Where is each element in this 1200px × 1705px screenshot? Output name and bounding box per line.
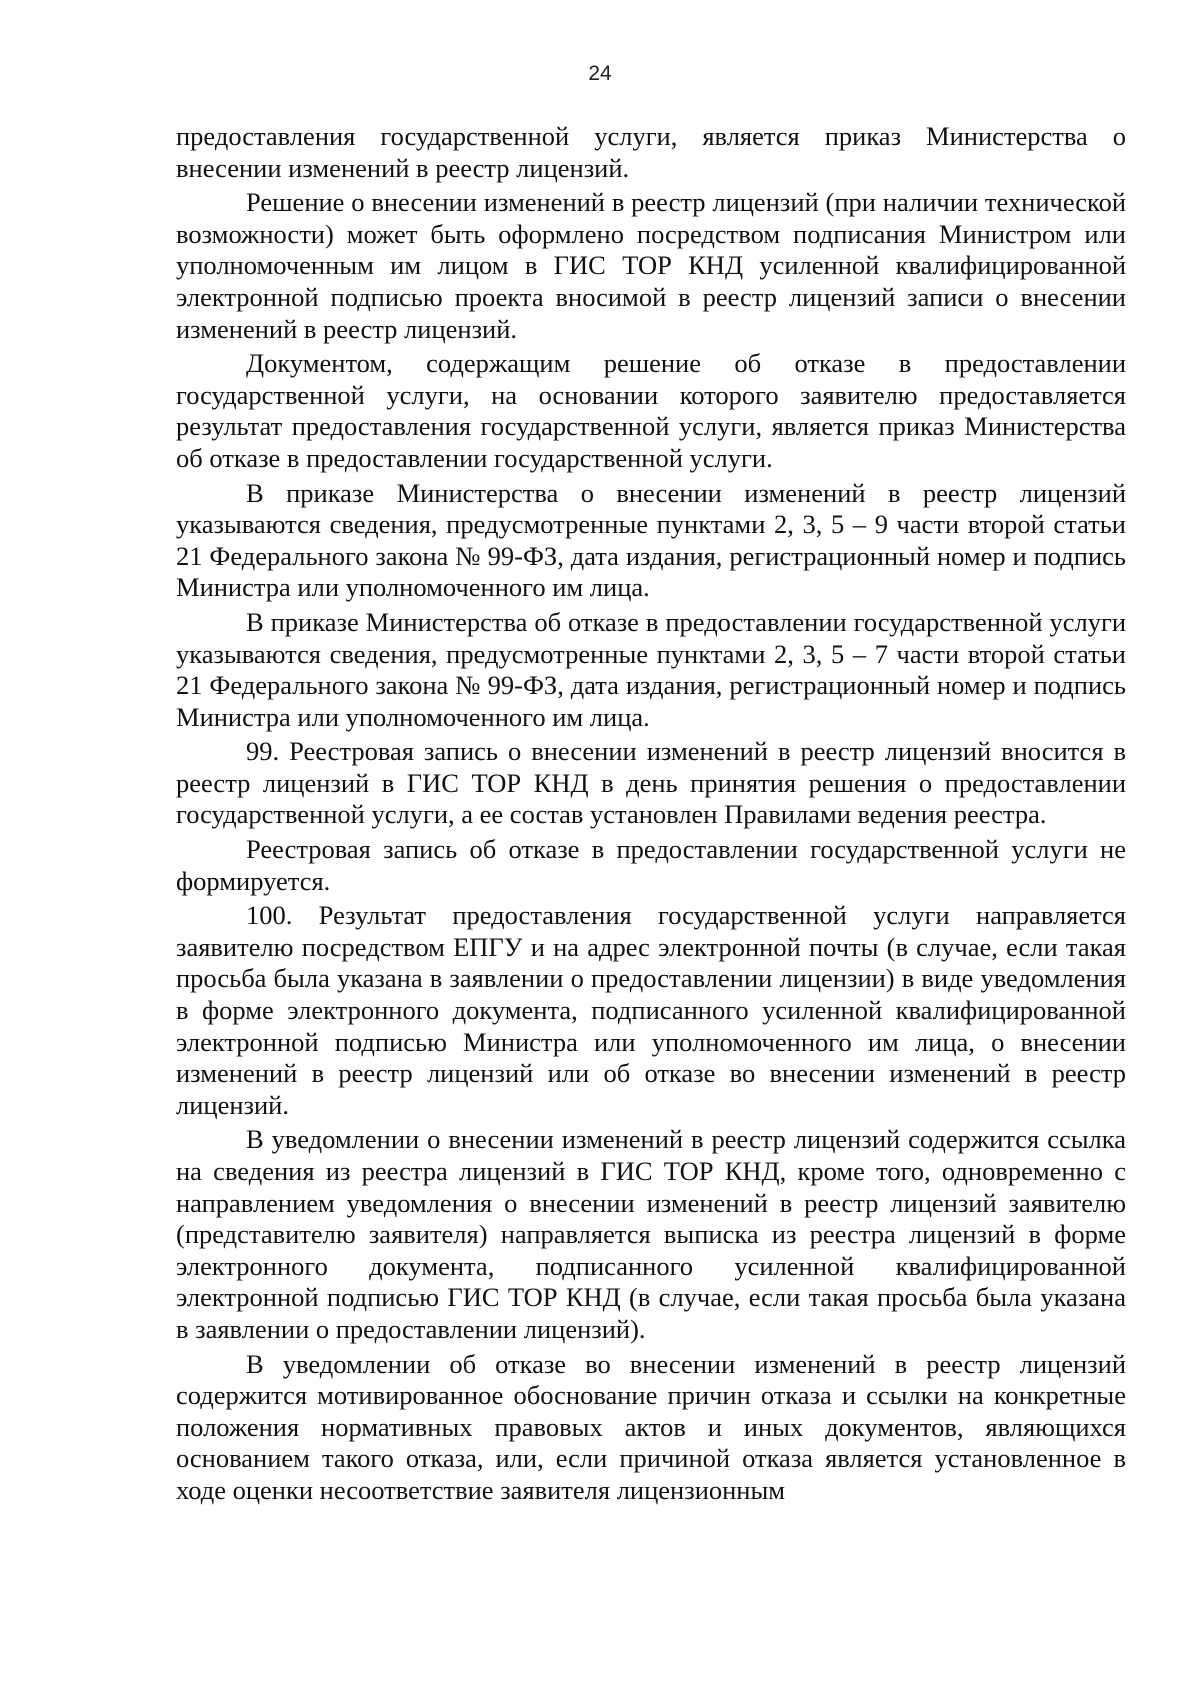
document-body bbox=[176, 121, 1126, 1507]
paragraph-decision-signing: Решение о внесении изменений в реестр лицензий (при наличии технической возможности) может быть оформлено посредством подписания Министром или уполномоченным им лицом в ГИС ТОР КНД усиленной квалифицированной электронной подписью проекта вносимой в реестр лицензий записи о внесении изменений в реестр лицензий. bbox=[176, 187, 1126, 344]
paragraph-refusal-record: Реестровая запись об отказе в предоставлении государственной услуги не формируется. bbox=[176, 834, 1126, 896]
paragraph-notification-refusal: В уведомлении об отказе во внесении изменений в реестр лицензий содержится мотивированное обоснование причин отказа и ссылки на конкретные положения нормативных правовых актов и иных документов, являющихся основанием такого отказа, или, если причиной отказа является установленное в ходе оценки несоответствие заявителя лицензионным bbox=[176, 1348, 1126, 1505]
paragraph-item-100: 100. Результат предоставления государственной услуги направляется заявителю посредством ЕПГУ и на адрес электронной почты (в случае, если такая просьба была указана в заявлении о предоставлении лицензии) в виде уведомления в форме электронного документа, подписанного усиленной квалифицированной электронной подписью Министра или уполномоченного им лица, о внесении изменений в реестр лицензий или об отказе во внесении изменений в реестр лицензий. bbox=[176, 900, 1126, 1120]
paragraph-notification-changes: В уведомлении о внесении изменений в реестр лицензий содержится ссылка на сведения из реестра лицензий в ГИС ТОР КНД, кроме того, одновременно с направлением уведомления о внесении изменений в реестр лицензий заявителю (представителю заявителя) направляется выписка из реестра лицензий в форме электронного документа, подписанного усиленной квалифицированной электронной подписью ГИС ТОР КНД (в случае, если такая просьба была указана в заявлении о предоставлении лицензий). bbox=[176, 1124, 1126, 1344]
paragraph-order-refusal-details: В приказе Министерства об отказе в предоставлении государственной услуги указываются сведения, предусмотренные пунктами 2, 3, 5 – 7 части второй статьи 21 Федерального закона № 99-ФЗ, дата издания, регистрационный номер и подпись Министра или уполномоченного им лица. bbox=[176, 606, 1126, 732]
page-number: 24 bbox=[588, 62, 612, 85]
paragraph-continuation: предоставления государственной услуги, является приказ Министерства о внесении изменений в реестр лицензий. bbox=[176, 121, 1126, 183]
paragraph-refusal-document: Документом, содержащим решение об отказе в предоставлении государственной услуги, на основании которого заявителю предоставляется результат предоставления государственной услуги, является приказ Министерства об отказе в предоставлении государственной услуги. bbox=[176, 348, 1126, 473]
paragraph-order-changes-details: В приказе Министерства о внесении изменений в реестр лицензий указываются сведения, предусмотренные пунктами 2, 3, 5 – 9 части второй статьи 21 Федерального закона № 99-ФЗ, дата издания, регистрационный номер и подпись Министра или уполномоченного им лица. bbox=[176, 477, 1126, 603]
paragraph-item-99: 99. Реестровая запись о внесении изменений в реестр лицензий вносится в реестр лицензий в ГИС ТОР КНД в день принятия решения о предоставлении государственной услуги, а ее состав установлен Правилами ведения реестра. bbox=[176, 736, 1126, 830]
